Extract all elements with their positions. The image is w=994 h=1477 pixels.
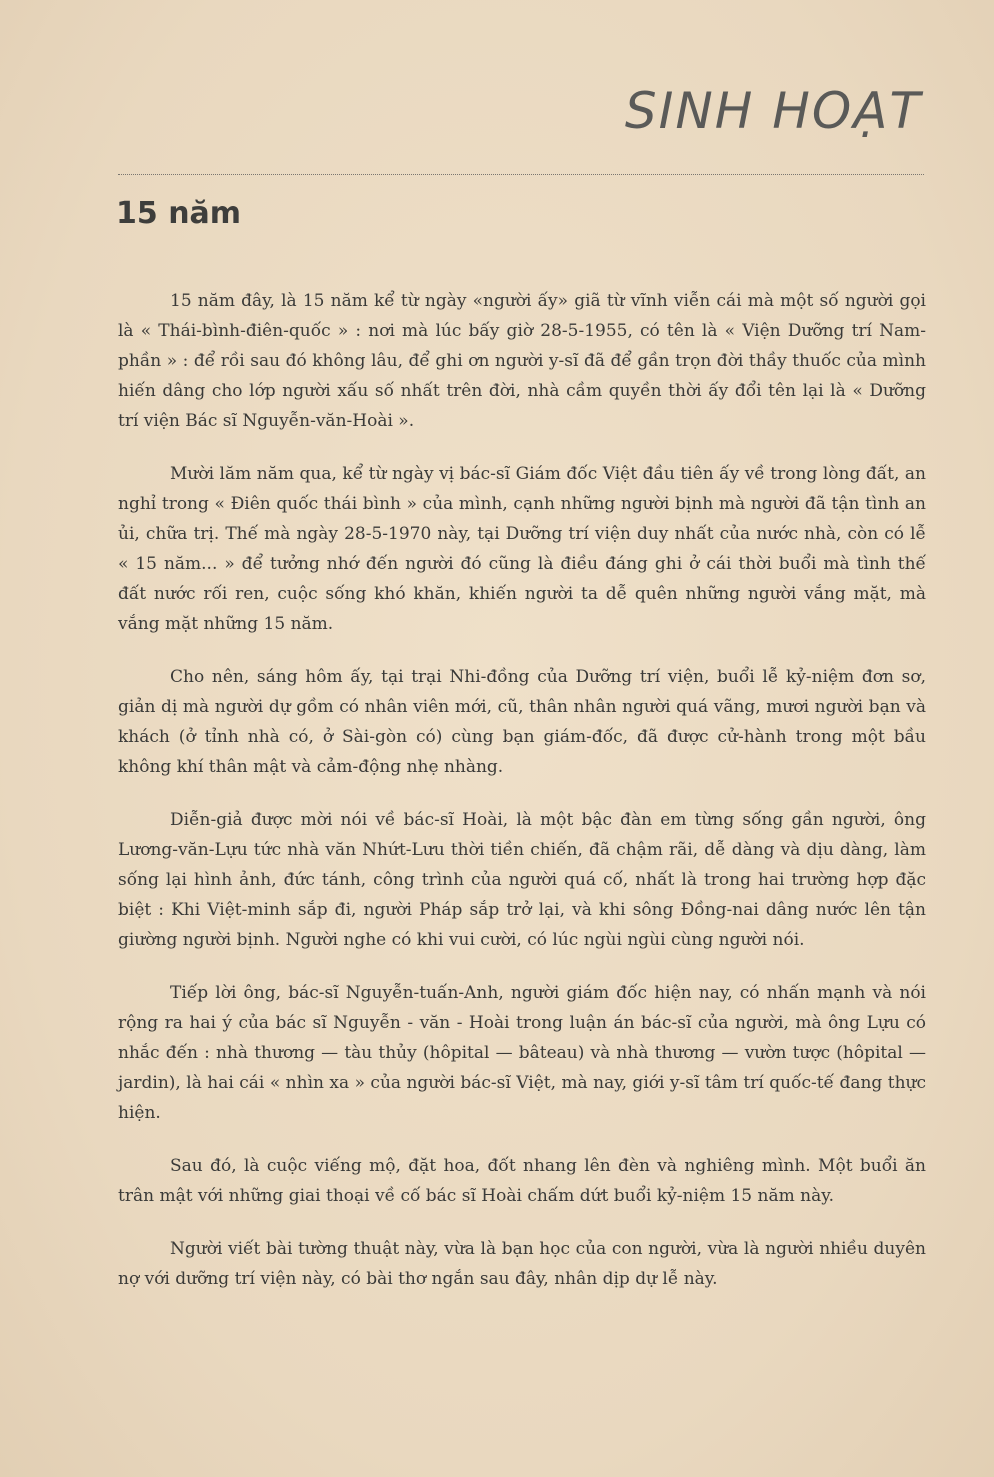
paragraph: Tiếp lời ông, bác-sĩ Nguyễn-tuấn-Anh, người giám đốc hiện nay, có nhấn mạnh và nói rộng ra hai ý của bác sĩ Nguyễn - văn - Hoài trong luận án bác-sĩ của người, mà ông Lựu có nhắc đến : nhà thương — tàu thủy (hôpital — bâteau) và nhà thương — vườn tược (hôpital — jardin), là hai cái « nhìn xa » của người bác-sĩ Việt, mà nay, giới y-sĩ tâm trí quốc-tế đang thực hiện.	[118, 983, 926, 1123]
paragraph: Cho nên, sáng hôm ấy, tại trại Nhi-đồng của Dưỡng trí viện, buổi lễ kỷ-niệm đơn sơ, giản dị mà người dự gồm có nhân viên mới, cũ, thân nhân người quá vãng, mươi người bạn và khách (ở tỉnh nhà có, ở Sài-gòn có) cùng bạn giám-đốc, đã được cử-hành trong một bầu không khí thân mật và cảm-động nhẹ nhàng.	[118, 667, 926, 777]
article-title: 15 năm	[116, 196, 242, 231]
header-divider	[118, 174, 924, 175]
paragraph: 15 năm đây, là 15 năm kể từ ngày «người ấy» giã từ vĩnh viễn cái mà một số người gọi là « Thái-bình-điên-quốc » : nơi mà lúc bấy giờ 28-5-1955, có tên là « Viện Dưỡng trí Nam-phần » : để rồi sau đó không lâu, để ghi ơn người y-sĩ đã để gần trọn đời thầy thuốc của mình hiến dâng cho lớp người xấu số nhất trên đời, nhà cầm quyền thời ấy đổi tên lại là « Dưỡng trí viện Bác sĩ Nguyễn-văn-Hoài ».	[118, 291, 926, 431]
paragraph: Mười lăm năm qua, kể từ ngày vị bác-sĩ Giám đốc Việt đầu tiên ấy về trong lòng đất, an nghỉ trong « Điên quốc thái bình » của mình, cạnh những người bịnh mà người đã tận tình an ủi, chữa trị. Thế mà ngày 28-5-1970 này, tại Dưỡng trí viện duy nhất của nước nhà, còn có lễ « 15 năm... » để tưởng nhớ đến người đó cũng là điều đáng ghi ở cái thời buổi mà tình thế đất nước rối ren, cuộc sống khó khăn, khiến người ta dễ quên những người vắng mặt, mà vắng mặt những 15 năm.	[118, 464, 926, 634]
section-title: SINH HOẠT	[624, 82, 922, 140]
paragraph: Diễn-giả được mời nói về bác-sĩ Hoài, là một bậc đàn em từng sống gần người, ông Lương-văn-Lựu tức nhà văn Nhứt-Lưu thời tiền chiến, đã chậm rãi, dễ dàng và dịu dàng, làm sống lại hình ảnh, đức tánh, công trình của người quá cố, nhất là trong hai trường hợp đặc biệt : Khi Việt-minh sắp đi, người Pháp sắp trở lại, và khi sông Đồng-nai dâng nước lên tận giường người bịnh. Người nghe có khi vui cười, có lúc ngùi ngùi cùng người nói.	[118, 810, 926, 950]
paragraph: Sau đó, là cuộc viếng mộ, đặt hoa, đốt nhang lên đèn và nghiêng mình. Một buổi ăn trân mật với những giai thoại về cố bác sĩ Hoài chấm dứt buổi kỷ-niệm 15 năm này.	[118, 1156, 926, 1206]
paragraph: Người viết bài tường thuật này, vừa là bạn học của con người, vừa là người nhiều duyên nợ với dưỡng trí viện này, có bài thơ ngắn sau đây, nhân dịp dự lễ này.	[118, 1239, 926, 1289]
article-body	[118, 286, 926, 1317]
